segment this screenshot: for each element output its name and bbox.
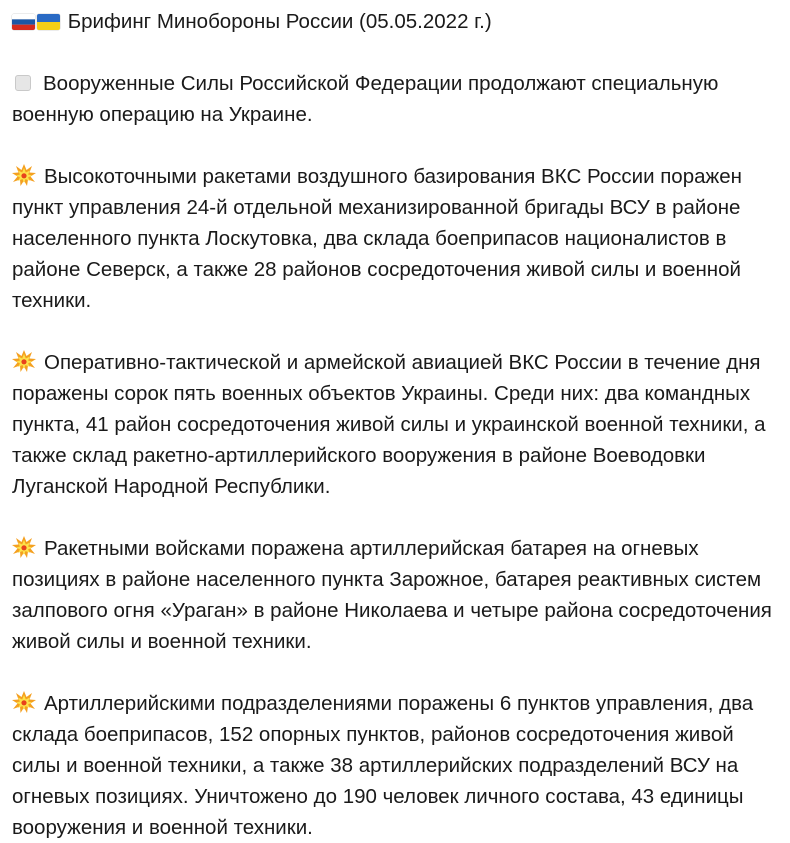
paragraph-text: Высокоточными ракетами воздушного базирования ВКС России поражен пункт управления 24-й отдельной механизированной бригады ВСУ в районе населенного пункта Лоскутовка, два склада боеприпасов националистов в районе Северск, а также 28 районов сосредоточения живой силы и военной техники. [12,165,742,312]
collision-icon [12,164,36,186]
paragraph-vks-missiles [12,161,784,316]
ukraine-flag-icon [37,14,60,30]
paragraph-text: Ракетными войсками поражена артиллерийская батарея на огневых позициях в районе населенного пункта Зарожное, батарея реактивных систем залпового огня «Ураган» в районе Николаева и четыре района сосредоточения живой силы и военной техники. [12,537,772,653]
paragraph-intro [12,68,784,130]
paragraph-text: Вооруженные Силы Российской Федерации продолжают специальную военную операцию на Украине. [12,72,719,126]
collision-icon [12,536,36,558]
white-square-icon [15,75,31,91]
post-title: Брифинг Минобороны России (05.05.2022 г.) [67,10,492,33]
paragraph-aviation [12,347,784,502]
paragraph-artillery [12,688,784,843]
paragraph-text: Оперативно-тактической и армейской авиацией ВКС России в течение дня поражены сорок пять военных объектов Украины. Среди них: два командных пункта, 41 район сосредоточения живой силы и украинской военной техники, а также склад ракетно-артиллерийского вооружения в районе Воеводовки Луганской Народной Республики. [12,351,766,498]
collision-icon [12,350,36,372]
russia-flag-icon [12,14,35,30]
paragraph-text: Артиллерийскими подразделениями поражены 6 пунктов управления, два склада боеприпасов, 152 опорных пунктов, районов сосредоточения живой силы и военной техники, а также 38 артиллерийских подразделений ВСУ на огневых позициях. Уничтожено до 190 человек личного состава, 43 единицы вооружения и военной техники. [12,692,754,839]
post-title-paragraph [12,6,784,37]
collision-icon [12,691,36,713]
paragraph-missile-troops [12,533,784,657]
post [12,6,784,843]
